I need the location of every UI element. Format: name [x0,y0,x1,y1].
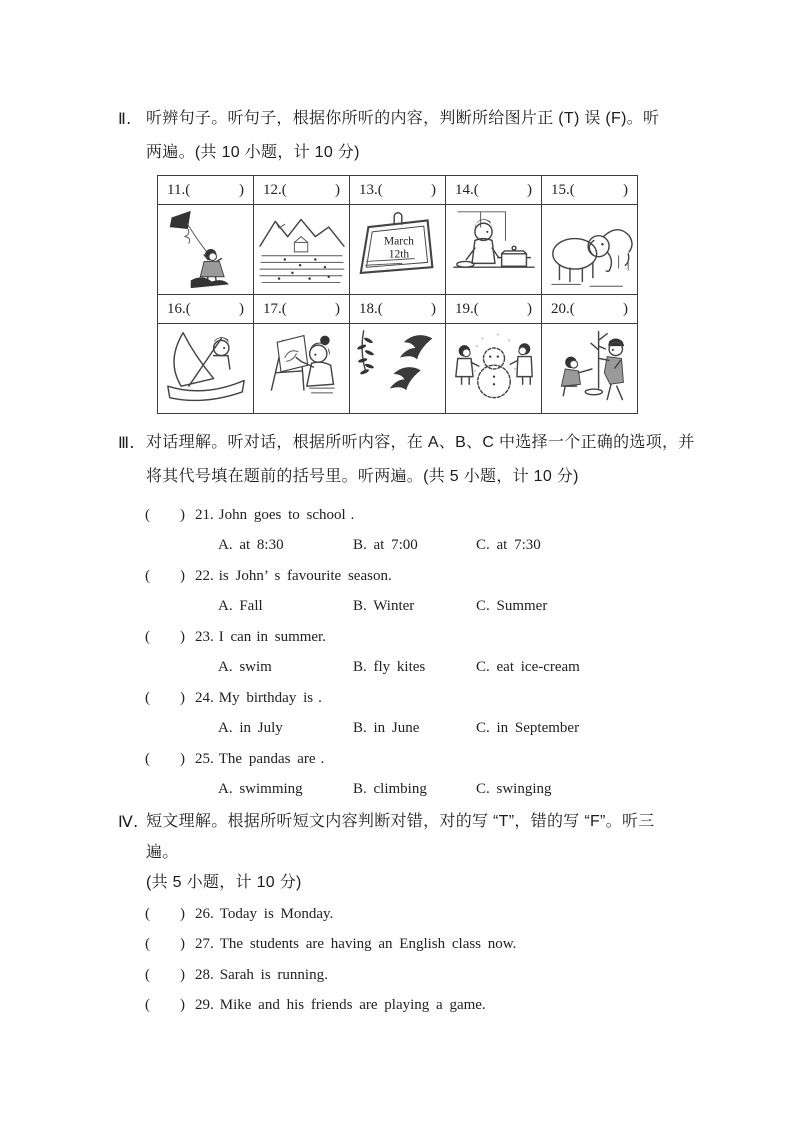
calendar-march-12-image [352,208,444,292]
section-iv-line1: 短文理解。根据所听短文内容判断对错，对的写 “T”，错的写 “F”。听三 [146,813,655,830]
item-19-answer-cell: 19.( ) [446,295,542,324]
option-23-a: A. swim [218,659,272,676]
question-number: 22. [195,567,214,584]
statement-number: 27. [195,936,214,953]
answer-bracket: ( ) [145,966,185,983]
section-iv-line3: (共 5 小题，计 10 分) [146,874,302,891]
girl-painting-image [256,327,348,411]
statement-text: Today is Monday. [219,905,334,922]
option-25-a: A. swimming [218,781,303,798]
elephants-image [544,208,636,292]
item-13-answer-cell: 13.( ) [350,176,446,205]
section-iv-heading [118,805,793,899]
kite-flying-image [160,208,252,292]
section-iii-line1: 对话理解。听对话，根据所听内容，在 A、B、C 中选择一个正确的选项，并 [146,434,695,451]
item-16-answer-cell: 16.( ) [158,295,254,324]
question-text: . [320,750,325,767]
table-label-row [158,176,638,205]
boy-washing-dishes-image [448,208,540,292]
section-iii-line2: 将其代号填在题前的括号里。听两遍。(共 5 小题，计 10 分) [146,468,579,485]
item-18-answer-cell: 18.( ) [350,295,446,324]
statement-26 [118,899,793,930]
question-text: is John’ s favourite season. [218,567,392,584]
question-22 [118,561,793,622]
answer-bracket: ( ) [145,628,185,645]
statement-text: Mike and his friends are playing a game. [219,997,486,1014]
statement-number: 28. [195,966,214,983]
question-text: My birthday is [218,689,314,706]
question-number: 25. [195,750,214,767]
answer-bracket: ( ) [145,997,185,1014]
dialogue-questions [118,500,793,805]
question-text: in summer. [256,628,326,645]
question-text: . [350,506,355,523]
option-23-b: B. fly kites [353,659,426,676]
answer-bracket: ( ) [145,506,185,523]
mountains-field-image [256,208,348,292]
question-21 [118,500,793,561]
statement-number: 29. [195,997,214,1014]
tree-planting-image [544,327,636,411]
option-22-c: C. Summer [476,598,548,615]
statement-27 [118,930,793,961]
section-ii-numeral: Ⅱ. [118,109,132,128]
passage-statements [118,899,793,1021]
svg-text:12th: 12th [388,248,409,261]
question-number: 24. [195,689,214,706]
section-ii-heading [118,102,793,170]
section-iii-numeral: Ⅲ. [118,433,135,452]
table-image-row [158,324,638,414]
table-label-row [158,295,638,324]
question-text: John goes to school [218,506,346,523]
question-text: I can [218,628,252,645]
option-21-a: A. at 8:30 [218,537,284,554]
statement-number: 26. [195,905,214,922]
option-23-c: C. eat ice-cream [476,659,580,676]
statement-28 [118,960,793,991]
answer-bracket: ( ) [145,567,185,584]
option-21-c: C. at 7:30 [476,537,541,554]
boy-sailing-image [160,327,252,411]
statement-text: Sarah is running. [219,966,328,983]
section-iv-numeral: Ⅳ. [118,812,139,831]
item-20-answer-cell: 20.( ) [542,295,638,324]
item-12-answer-cell: 12.( ) [254,176,350,205]
question-text: The pandas are [218,750,316,767]
statement-text: The students are having an English class now. [219,936,517,953]
option-22-b: B. Winter [353,598,415,615]
question-text: . [318,689,322,706]
snowman-building-image [448,327,540,411]
item-17-answer-cell: 17.( ) [254,295,350,324]
answer-bracket: ( ) [145,905,185,922]
question-24 [118,683,793,744]
question-23 [118,622,793,683]
question-number: 23. [195,628,214,645]
statement-29 [118,991,793,1022]
answer-bracket: ( ) [145,750,185,767]
section-iii-heading [118,426,793,494]
section-iv-line2: 遍。 [146,844,179,861]
swallows-willow-image [352,327,444,411]
question-number: 21. [195,506,214,523]
svg-text:March: March [383,234,414,247]
item-14-answer-cell: 14.( ) [446,176,542,205]
option-25-c: C. swinging [476,781,552,798]
item-15-answer-cell: 15.( ) [542,176,638,205]
listening-picture-table [157,175,638,414]
answer-bracket: ( ) [145,936,185,953]
option-24-b: B. in June [353,720,420,737]
option-24-c: C. in September [476,720,580,737]
table-image-row [158,205,638,295]
answer-bracket: ( ) [145,689,185,706]
item-11-answer-cell: 11.( ) [158,176,254,205]
section-ii-line1: 听辨句子。听句子，根据你所听的内容，判断所给图片正 (T) 误 (F)。听 [146,110,660,127]
option-22-a: A. Fall [218,598,263,615]
question-25 [118,744,793,805]
option-21-b: B. at 7:00 [353,537,418,554]
option-25-b: B. climbing [353,781,427,798]
section-ii-line2: 两遍。(共 10 小题，计 10 分) [146,144,360,161]
option-24-a: A. in July [218,720,283,737]
